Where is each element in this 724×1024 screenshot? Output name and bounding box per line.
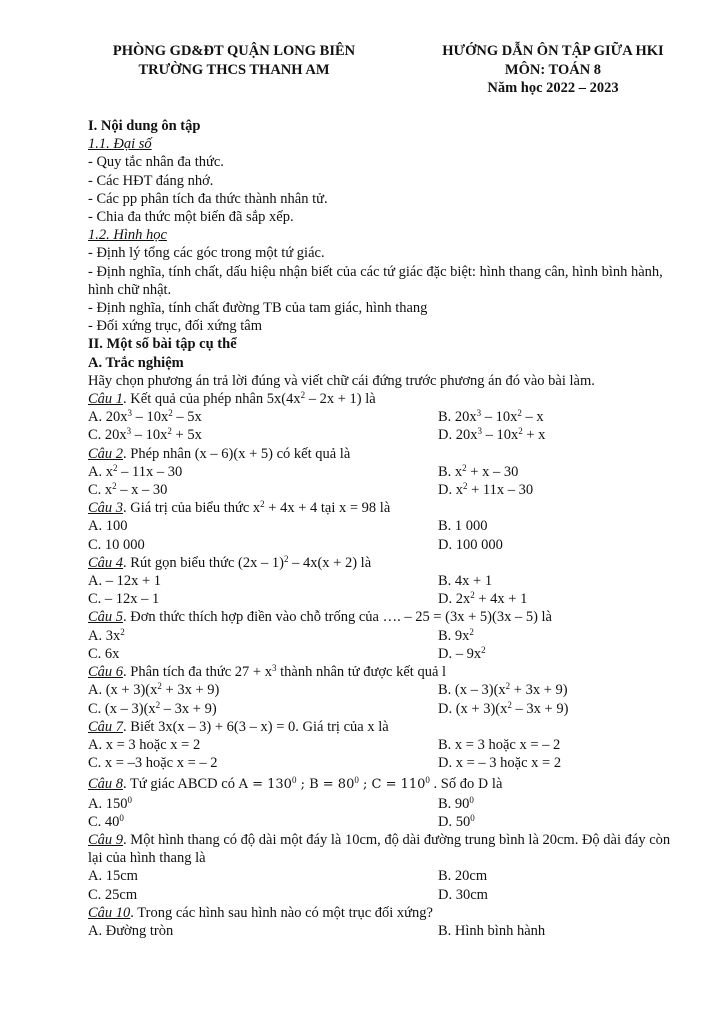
option-a: A. 100: [88, 518, 128, 535]
option-b: B. x = 3 hoặc x = – 2: [438, 736, 561, 753]
option-c: C. 10 000: [88, 536, 145, 553]
option-b: B. 20cm: [438, 868, 488, 885]
option-c: C. x = –3 hoặc x = – 2: [88, 755, 218, 772]
options-row: [88, 681, 688, 699]
question-6: Câu 6. Phân tích đa thức $27 + x^3$ thành nhân tử được kết quả l: [88, 663, 447, 681]
section-1-title: I. Nội dung ôn tập: [88, 118, 201, 134]
document-body: [88, 117, 688, 940]
options-row: [88, 867, 688, 885]
options-row: [88, 536, 688, 554]
geometry-item: - Định lý tổng các góc trong một tứ giác.: [88, 245, 325, 262]
option-d: D. $(x + 3)(x^2 - 3x + 9)$: [438, 699, 569, 717]
option-b: B. $x^2 + x - 30$: [438, 462, 519, 480]
question-8: Câu 8. Tứ giác ABCD có $A = 130^0$ ; $B = 80^0$ ; $C = 110^0$ . Số đo D là: [88, 775, 503, 793]
question-3: Câu 3. Giá trị của biểu thức $x^2 + 4x + 4$ tại x = 98 là: [88, 499, 391, 517]
option-d: D. 30cm: [438, 886, 488, 903]
option-a: A. $150^0$: [88, 794, 132, 812]
option-c: C. 25cm: [88, 886, 138, 903]
question-7: Câu 7. Biết 3x(x – 3) + 6(3 – x) = 0. Giá trị của x là: [88, 718, 389, 735]
option-d: D. $20x^3 - 10x^2 + x$: [438, 426, 546, 444]
options-row: [88, 700, 688, 718]
option-a: A. $(x + 3)(x^2 + 3x + 9)$: [88, 681, 220, 699]
algebra-item: - Các pp phân tích đa thức thành nhân tử.: [88, 190, 328, 207]
options-row: [88, 481, 688, 499]
option-a: A. x = 3 hoặc x = 2: [88, 736, 201, 753]
options-row: [88, 572, 688, 590]
header-left: [98, 42, 370, 79]
options-row: [88, 627, 688, 645]
option-b: B. $(x - 3)(x^2 + 3x + 9)$: [438, 681, 568, 699]
option-a: A. 15cm: [88, 868, 138, 885]
option-d: D. – $9x^2$: [438, 644, 486, 662]
option-b: B. $20x^3 - 10x^2$ – x: [438, 408, 544, 426]
options-row: [88, 813, 688, 831]
option-c: C. – 12x – 1: [88, 591, 160, 608]
options-row: [88, 426, 688, 444]
options-row: [88, 408, 688, 426]
option-b: B. 1 000: [438, 518, 488, 535]
option-c: C. $(x - 3)(x^2 - 3x + 9)$: [88, 699, 217, 717]
section-2-title: II. Một số bài tập cụ thể: [88, 336, 237, 353]
algebra-item: - Quy tắc nhân đa thức.: [88, 154, 224, 171]
subsection-algebra: 1.1. Đại số: [88, 136, 152, 153]
question-2: Câu 2. Phép nhân (x – 6)(x + 5) có kết quả là: [88, 445, 351, 462]
options-row: [88, 795, 688, 813]
option-d: D. $x^2 + 11x - 30$: [438, 481, 534, 499]
options-row: [88, 517, 688, 535]
header-right: [422, 42, 684, 98]
algebra-item: - Các HĐT đáng nhớ.: [88, 172, 214, 189]
geometry-item: - Định nghĩa, tính chất, dấu hiệu nhận biết của các tứ giác đặc biệt: hình thang cân, hình bình hành, hình chữ nhật.: [88, 263, 663, 298]
option-c: C. $20x^3 - 10x^2 + 5x$: [88, 426, 202, 444]
option-c: C. $x^2$ – x – 30: [88, 481, 168, 499]
options-row: [88, 463, 688, 481]
geometry-item: - Định nghĩa, tính chất đường TB của tam giác, hình thang: [88, 300, 428, 317]
option-b: B. Hình bình hành: [438, 922, 546, 939]
instruction: Hãy chọn phương án trả lời đúng và viết chữ cái đứng trước phương án đó vào bài làm.: [88, 372, 595, 389]
option-a: A. $3x^2$: [88, 626, 125, 644]
option-a: A. – 12x + 1: [88, 573, 162, 590]
option-b: B. $9x^2$: [438, 626, 474, 644]
multiple-choice-title: A. Trắc nghiệm: [88, 354, 184, 371]
options-row: [88, 754, 688, 772]
subject: MÔN: TOÁN 8: [504, 61, 602, 78]
question-9: Câu 9. Một hình thang có độ dài một đáy là 10cm, độ dài đường trung bình là 20cm. Độ dài đáy còn lại của hình thang là: [88, 831, 671, 867]
option-a: A. $x^2 - 11x - 30$: [88, 462, 183, 480]
department-name: PHÒNG GD&ĐT QUẬN LONG BIÊN: [112, 43, 356, 59]
school-name: TRƯỜNG THCS THANH AM: [138, 61, 330, 78]
option-d: D. 100 000: [438, 536, 503, 553]
options-row: [88, 736, 688, 754]
options-row: [88, 886, 688, 904]
option-a: A. Đường tròn: [88, 922, 174, 939]
school-year: Năm học 2022 – 2023: [487, 80, 619, 96]
question-1: Câu 1. Kết quả của phép nhân $5x(4x^2 - 2x + 1)$ là: [88, 390, 376, 408]
option-c: C. 6x: [88, 645, 120, 662]
question-10: Câu 10. Trong các hình sau hình nào có một trục đối xứng?: [88, 904, 433, 921]
question-5: Câu 5. Đơn thức thích hợp điền vào chỗ trống của …. – 25 = (3x + 5)(3x – 5) là: [88, 609, 552, 626]
document-title: HƯỚNG DẪN ÔN TẬP GIỮA HKI: [442, 43, 664, 59]
option-b: B. $90^0$: [438, 794, 474, 812]
algebra-item: - Chia đa thức một biến đã sắp xếp.: [88, 209, 294, 226]
geometry-item: - Đối xứng trục, đối xứng tâm: [88, 318, 262, 335]
option-a: A. $20x^3 - 10x^2 - 5x$: [88, 408, 202, 426]
option-b: B. 4x + 1: [438, 573, 493, 590]
option-d: D. $2x^2 + 4x + 1$: [438, 590, 528, 608]
option-d: D. $50^0$: [438, 812, 475, 830]
options-row: [88, 645, 688, 663]
option-c: C. $40^0$: [88, 812, 124, 830]
options-row: [88, 922, 688, 940]
subsection-geometry: 1.2. Hình học: [88, 227, 167, 244]
option-d: D. x = – 3 hoặc x = 2: [438, 755, 562, 772]
question-4: Câu 4. Rút gọn biểu thức (2x – 1)$^2$ – 4x(x + 2) là: [88, 553, 372, 571]
options-row: [88, 590, 688, 608]
